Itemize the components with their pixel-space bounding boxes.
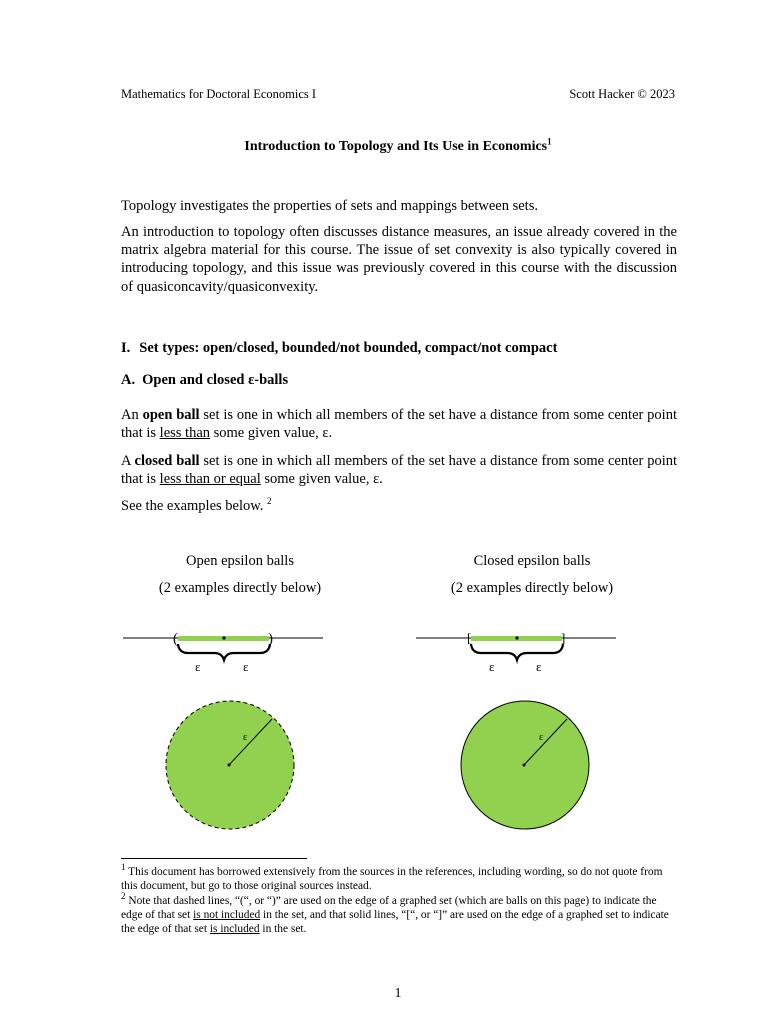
open-def-pre: An bbox=[121, 407, 143, 423]
open-center-point bbox=[222, 636, 225, 639]
open-epsilon-brace bbox=[178, 644, 270, 660]
footnote-2-ref: 2 bbox=[121, 891, 126, 902]
closed-def-underlined: less than or equal bbox=[159, 471, 261, 488]
open-interval-diagram bbox=[118, 622, 328, 674]
footnote-2-post: in the set. bbox=[259, 923, 307, 936]
document-title-text: Introduction to Topology and Its Use in Economics bbox=[244, 139, 548, 154]
subsection-title: Open and closed ε-balls bbox=[142, 372, 289, 388]
footnote-2-underline-1: is not included bbox=[193, 909, 261, 922]
page-number: 1 bbox=[394, 986, 402, 1001]
section-title: Set types: open/closed, bounded/not bounded, compact/not compact bbox=[139, 340, 558, 356]
closed-ball-diagram bbox=[455, 697, 595, 837]
open-figure-subtitle: (2 examples directly below) bbox=[158, 580, 322, 596]
document-title bbox=[0, 136, 768, 155]
subsection-number: A. bbox=[121, 372, 136, 388]
open-right-bracket: ) bbox=[268, 631, 273, 647]
footnote-2-pre: Note that dashed lines, “(“, or “)” are used on the edge of a graphed set (which are balls on this page) to indicate the edge of that set bbox=[121, 895, 657, 922]
intro-paragraph-2: An introduction to topology often discusses distance measures, an issue already covered in the matrix algebra material for this course. The issue of set convexity is also typically covered in introducing topology, and this issue was previously covered in this course with the discussion of quasiconcavity/quasiconvexity. bbox=[121, 224, 677, 295]
open-epsilon-right: ε bbox=[243, 659, 249, 674]
closed-left-bracket: [ bbox=[467, 630, 472, 645]
header-author: Scott Hacker © 2023 bbox=[569, 87, 675, 101]
footnote-1-text: This document has borrowed extensively from the sources in the references, including wording, so do not quote from this document, but go to those original sources instead. bbox=[121, 866, 663, 893]
footnote-2-mid: in the set, and that solid lines, “[“, or “]” are used on the edge of a graphed set to indicate the edge of that set bbox=[121, 909, 669, 936]
section-heading bbox=[121, 340, 557, 357]
section-number: I. bbox=[121, 340, 131, 356]
open-def-post: some given value, ε. bbox=[210, 425, 333, 442]
footnote-1 bbox=[121, 862, 677, 893]
closed-def-pre: A bbox=[121, 453, 135, 469]
footnote-1-ref: 1 bbox=[121, 862, 126, 873]
see-examples-text: See the examples below. bbox=[121, 498, 264, 514]
footnote-2-underline-2: is included bbox=[209, 923, 260, 936]
see-examples-footnote-ref: 2 bbox=[267, 496, 272, 507]
open-left-bracket: ( bbox=[173, 631, 178, 647]
header-course-title: Mathematics for Doctoral Economics I bbox=[121, 87, 317, 101]
subsection-heading bbox=[121, 372, 288, 389]
closed-epsilon-brace bbox=[471, 644, 563, 660]
open-ball-definition bbox=[121, 406, 677, 442]
open-ball-diagram bbox=[160, 697, 300, 837]
closed-def-post: some given value, ε. bbox=[260, 471, 383, 488]
open-ball-epsilon: ε bbox=[243, 732, 248, 743]
open-ball-center bbox=[228, 764, 231, 767]
closed-figure-title: Closed epsilon balls bbox=[473, 553, 591, 569]
closed-ball-definition bbox=[121, 452, 677, 488]
open-def-underlined: less than bbox=[159, 425, 211, 442]
closed-epsilon-left: ε bbox=[489, 659, 495, 674]
closed-right-bracket: ] bbox=[561, 630, 566, 645]
open-epsilon-left: ε bbox=[195, 659, 201, 674]
footnote-2 bbox=[121, 891, 677, 937]
closed-epsilon-right: ε bbox=[536, 659, 542, 674]
intro-paragraph-1: Topology investigates the properties of sets and mappings between sets. bbox=[121, 198, 538, 214]
closed-center-point bbox=[515, 636, 518, 639]
title-footnote-ref: 1 bbox=[547, 136, 552, 147]
see-examples-line bbox=[121, 497, 677, 515]
closed-def-mid: set is one in which all members of the set have a distance from some center point that is bbox=[121, 453, 677, 488]
closed-ball-center bbox=[523, 764, 526, 767]
open-def-mid: set is one in which all members of the set have a distance from some center point that is bbox=[121, 407, 677, 442]
closed-ball-epsilon: ε bbox=[539, 732, 544, 743]
open-figure-title: Open epsilon balls bbox=[186, 553, 294, 569]
closed-ball-term: closed ball bbox=[134, 453, 200, 469]
footnote-separator bbox=[121, 858, 307, 859]
open-ball-term: open ball bbox=[142, 407, 200, 423]
closed-interval-diagram bbox=[413, 622, 623, 674]
closed-figure-subtitle: (2 examples directly below) bbox=[450, 580, 614, 596]
